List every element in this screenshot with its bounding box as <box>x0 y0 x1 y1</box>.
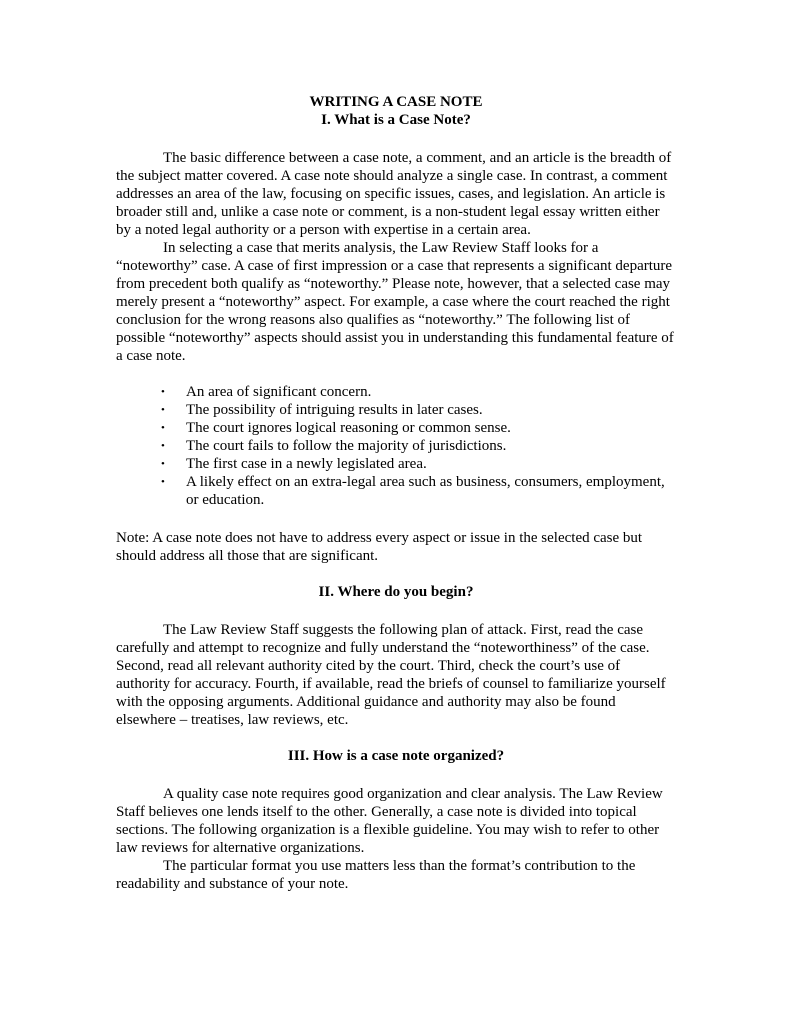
list-item <box>116 383 676 401</box>
spacer <box>116 565 676 583</box>
section-heading-where-do-you-begin: II. Where do you begin? <box>318 584 474 600</box>
list-item-text: The possibility of intriguing results in later cases. <box>186 402 483 418</box>
bullet-icon: • <box>161 386 165 398</box>
spacer <box>116 509 676 529</box>
bullet-icon: • <box>161 458 165 470</box>
spacer <box>116 765 676 785</box>
list-item <box>116 455 676 473</box>
list-item <box>116 473 676 509</box>
list-item <box>116 419 676 437</box>
bullet-icon: • <box>161 422 165 434</box>
list-item-text: The court ignores logical reasoning or common sense. <box>186 420 511 436</box>
section3-paragraph-2: The particular format you use matters less than the format’s contribution to the readability and substance of your note. <box>116 858 636 892</box>
bullet-icon: • <box>161 476 165 488</box>
bullet-icon: • <box>161 440 165 452</box>
document-page <box>116 93 676 893</box>
list-item-text: An area of significant concern. <box>186 384 372 400</box>
list-item-text: A likely effect on an extra-legal area such as business, consumers, employment, or education. <box>186 474 665 508</box>
section2-paragraph-1: The Law Review Staff suggests the following plan of attack. First, read the case carefully and attempt to recognize and fully understand the “noteworthiness” of the case. Second, read all relevant authority cited by the court. Third, check the court’s use of authority for accuracy. Fourth, if available, read the briefs of counsel to familiarize yourself with the opposing arguments. Additional guidance and authority may also be found elsewhere – treatises, law reviews, etc. <box>116 622 666 728</box>
bullet-icon: • <box>161 404 165 416</box>
section-heading-what-is-a-case-note: I. What is a Case Note? <box>321 112 471 128</box>
section1-note: Note: A case note does not have to address every aspect or issue in the selected case but should address all those that are significant. <box>116 530 643 564</box>
section3-paragraph-1: A quality case note requires good organization and clear analysis. The Law Review Staff believes one lends itself to the other. Generally, a case note is divided into topical sections. The following organization is a flexible guideline. You may wish to refer to other law reviews for alternative organizations. <box>116 786 663 856</box>
section1-paragraph-1: The basic difference between a case note, a comment, and an article is the breadth of the subject matter covered. A case note should analyze a single case. In contrast, a comment addresses an area of the law, focusing on specific issues, cases, and legislation. An article is broader still and, unlike a case note or comment, is a non-student legal essay written either by a noted legal authority or a person with expertise in a certain area. <box>116 150 672 238</box>
spacer <box>116 129 676 149</box>
spacer <box>116 601 676 621</box>
list-item <box>116 401 676 419</box>
list-item-text: The court fails to follow the majority of jurisdictions. <box>186 438 507 454</box>
section1-paragraph-2: In selecting a case that merits analysis, the Law Review Staff looks for a “noteworthy” case. A case of first impression or a case that represents a significant departure from precedent both qualify as “noteworthy.” Please note, however, that a selected case may merely present a “noteworthy” aspect. For example, a case where the court reached the right conclusion for the wrong reasons also qualifies as “noteworthy.” The following list of possible “noteworthy” aspects should assist you in understanding this fundamental feature of a case note. <box>116 240 674 364</box>
document-title: WRITING A CASE NOTE <box>309 94 483 110</box>
section-heading-how-is-a-case-note-organized: III. How is a case note organized? <box>287 748 505 764</box>
spacer <box>116 729 676 747</box>
spacer <box>116 365 676 383</box>
list-item <box>116 437 676 455</box>
noteworthy-aspects-list <box>116 383 676 509</box>
list-item-text: The first case in a newly legislated area. <box>186 456 427 472</box>
